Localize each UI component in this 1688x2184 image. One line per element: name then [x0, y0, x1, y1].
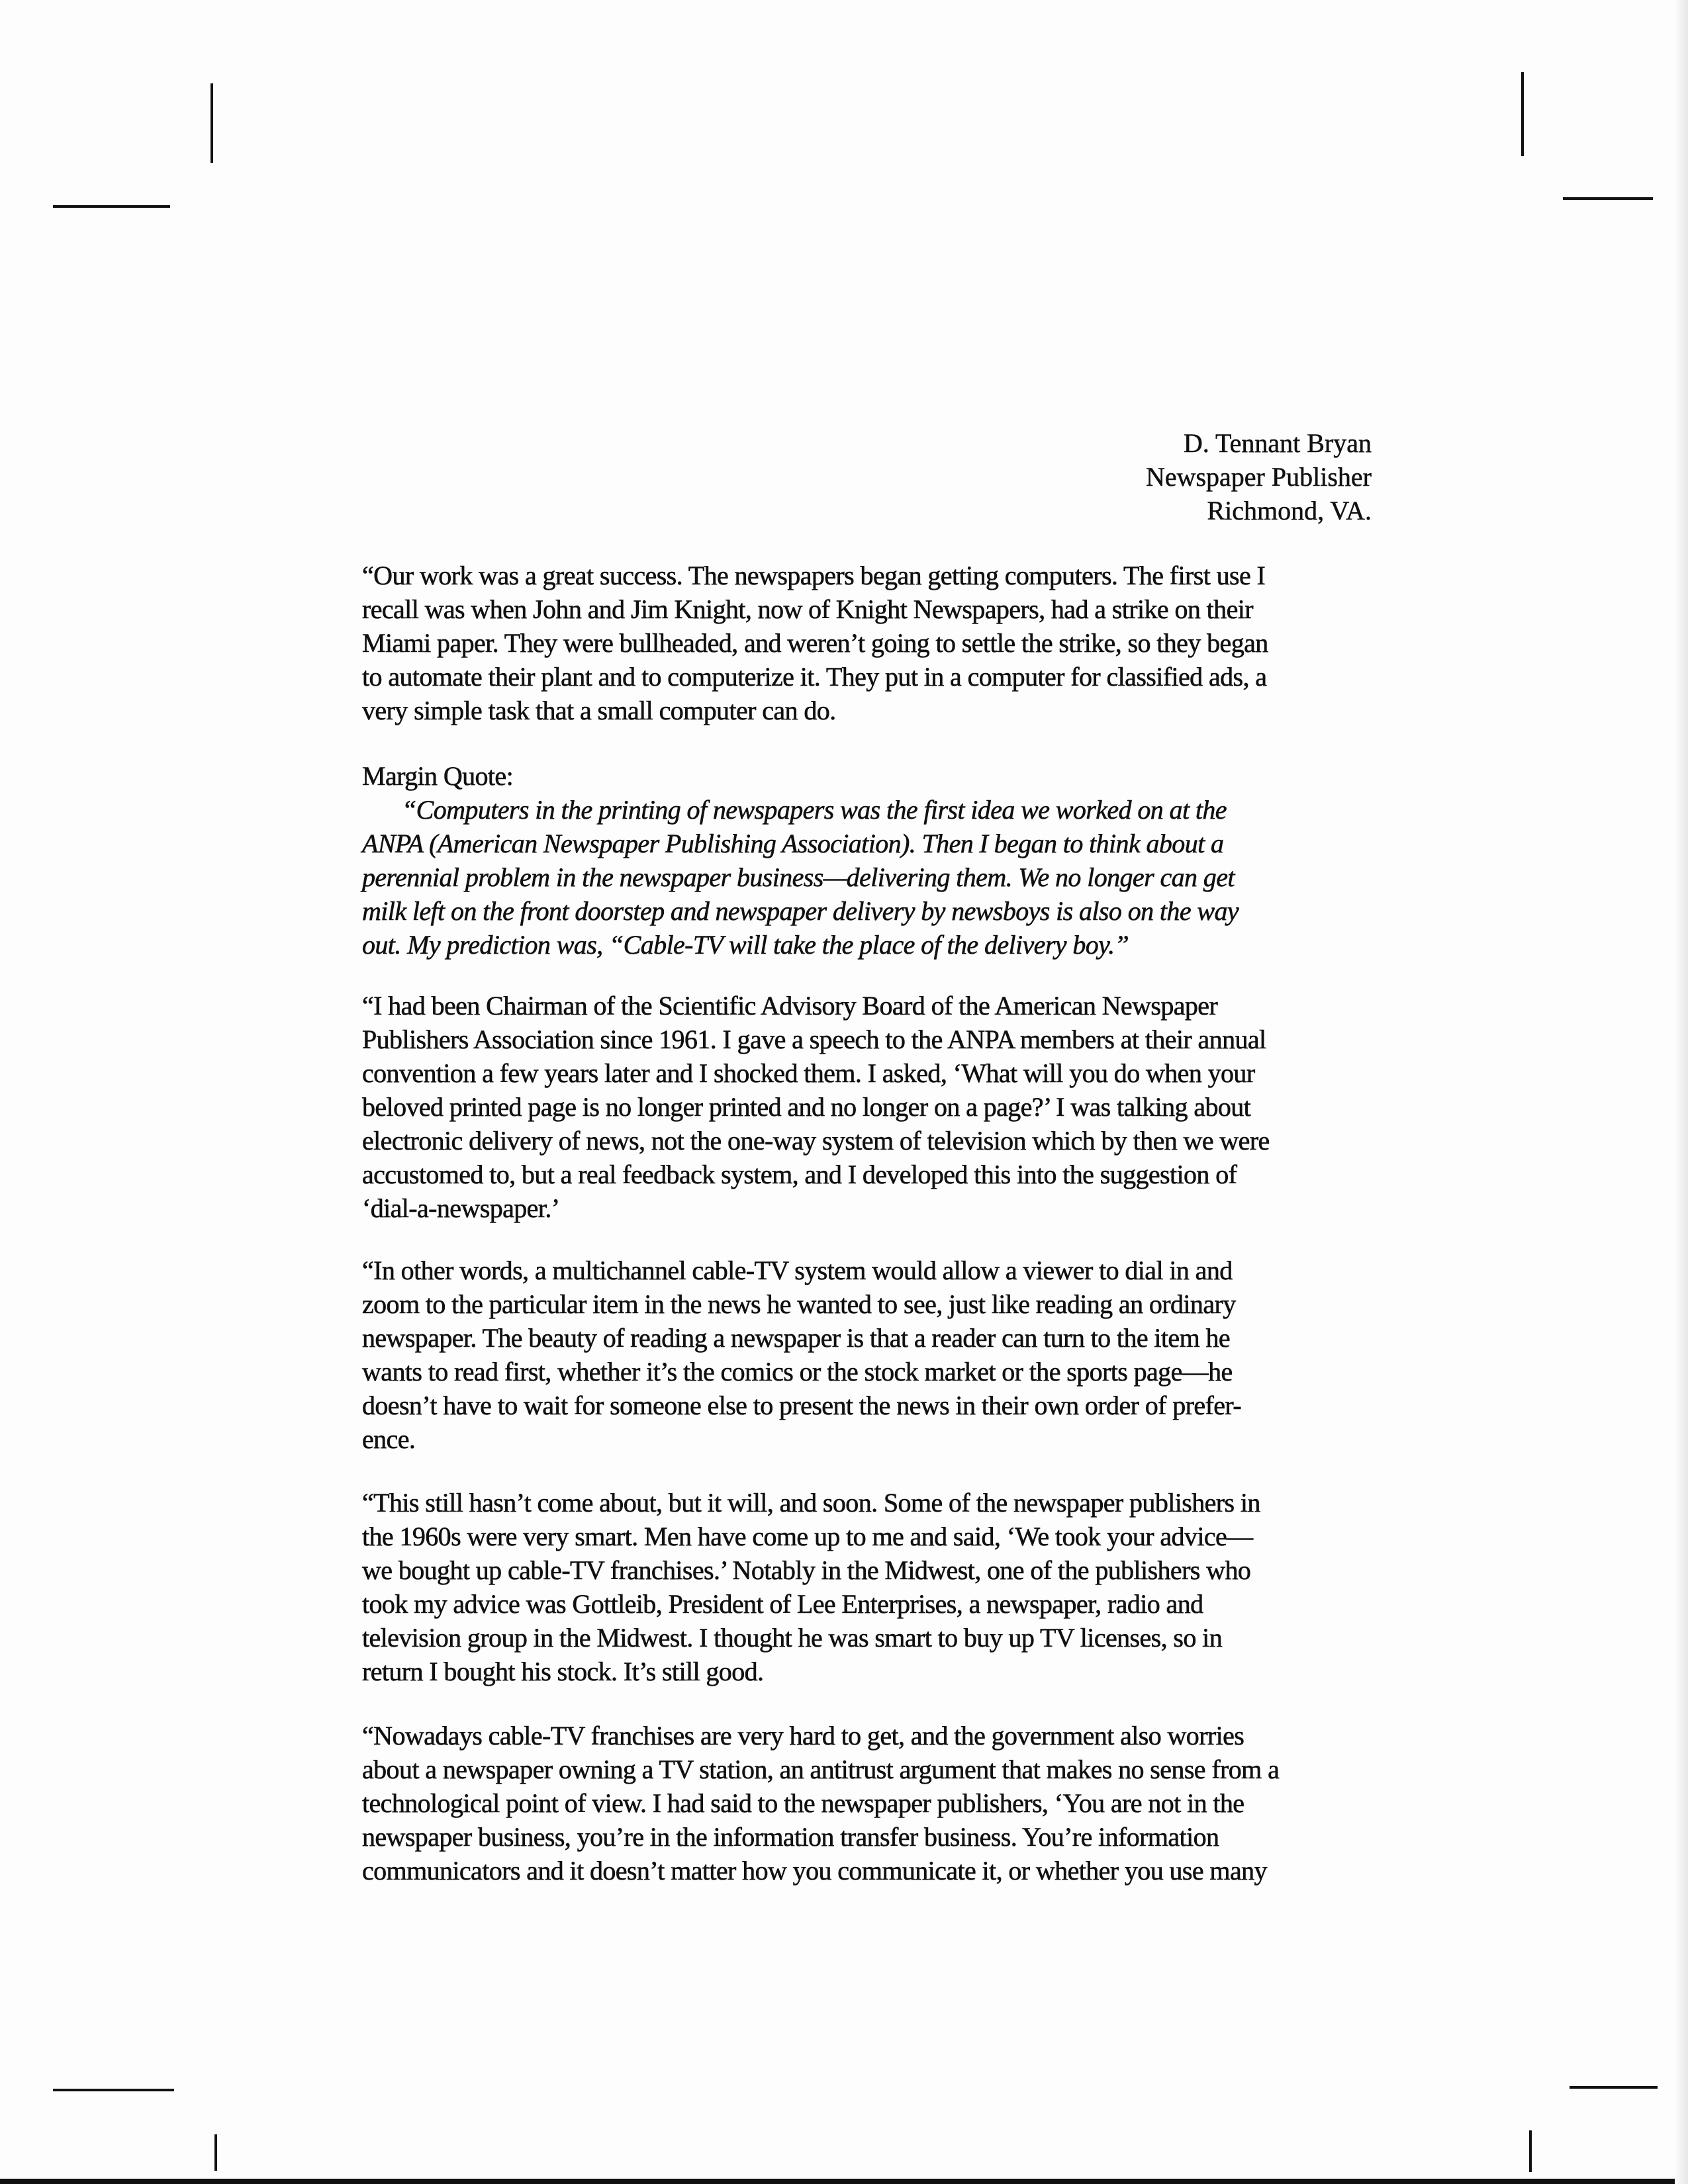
- text-line: we bought up cable-TV franchises.’ Notably in the Midwest, one of the publishers who: [362, 1555, 1251, 1585]
- text-line: zoom to the particular item in the news he wanted to see, just like reading an ordinary: [362, 1289, 1236, 1319]
- crop-mark-top-right-vertical: [1521, 72, 1524, 156]
- text-line: electronic delivery of news, not the one-way system of television which by then we were: [362, 1126, 1270, 1156]
- attribution-block: [1146, 426, 1372, 527]
- text-line: took my advice was Gottleib, President of Lee Enterprises, a newspaper, radio and: [362, 1589, 1203, 1619]
- author-name: D. Tennant Bryan: [1183, 428, 1372, 458]
- text-line: perennial problem in the newspaper business—delivering them. We no longer can get: [362, 862, 1235, 892]
- author-title: Newspaper Publisher: [1145, 462, 1372, 492]
- crop-mark-bottom-right-vertical: [1529, 2130, 1532, 2172]
- crop-mark-top-right-horizontal: [1563, 197, 1653, 200]
- margin-quote-label: Margin Quote:: [362, 761, 514, 791]
- paragraph-6: [362, 1719, 1395, 1888]
- scan-right-edge: [1675, 0, 1688, 2184]
- text-line: convention a few years later and I shocked them. I asked, ‘What will you do when your: [362, 1058, 1255, 1088]
- text-line: the 1960s were very smart. Men have come up to me and said, ‘We took your advice—: [362, 1522, 1253, 1551]
- paragraph-1: [362, 559, 1395, 727]
- text-line: technological point of view. I had said to the newspaper publishers, ‘You are not in the: [362, 1788, 1244, 1818]
- text-line: milk left on the front doorstep and newspaper delivery by newsboys is also on the way: [362, 896, 1239, 926]
- text-line: Publishers Association since 1961. I gave a speech to the ANPA members at their annual: [362, 1024, 1266, 1054]
- crop-mark-top-left-vertical: [211, 83, 213, 163]
- text-line: wants to read first, whether it’s the comics or the stock market or the sports page—he: [362, 1357, 1233, 1387]
- text-line: “This still hasn’t come about, but it will, and soon. Some of the newspaper publishers in: [362, 1488, 1260, 1518]
- text-line: ‘dial-a-newspaper.’: [362, 1193, 560, 1223]
- text-line: ence.: [362, 1424, 416, 1454]
- text-line: television group in the Midwest. I thought he was smart to buy up TV licenses, so in: [362, 1623, 1223, 1653]
- paragraph-3: [362, 989, 1395, 1225]
- text-line: ANPA (American Newspaper Publishing Association). Then I began to think about a: [362, 829, 1224, 858]
- text-line: to automate their plant and to computerize it. They put in a computer for classified ads, a: [362, 662, 1267, 692]
- text-line: very simple task that a small computer can do.: [362, 696, 836, 725]
- text-line: “I had been Chairman of the Scientific Advisory Board of the American Newspaper: [362, 991, 1218, 1021]
- text-line: return I bought his stock. It’s still good.: [362, 1657, 764, 1686]
- scan-bottom-border: [0, 2179, 1688, 2184]
- text-line: “In other words, a multichannel cable-TV system would allow a viewer to dial in and: [362, 1255, 1233, 1285]
- text-line: “Our work was a great success. The newspapers began getting computers. The first use I: [362, 561, 1266, 590]
- author-location: Richmond, VA.: [1207, 496, 1372, 525]
- text-line: Miami paper. They were bullheaded, and weren’t going to settle the strike, so they began: [362, 628, 1268, 658]
- crop-mark-top-left-horizontal: [53, 205, 170, 208]
- text-line: about a newspaper owning a TV station, an antitrust argument that makes no sense from a: [362, 1754, 1280, 1784]
- crop-mark-bottom-right-horizontal: [1570, 2086, 1658, 2089]
- text-line: doesn’t have to wait for someone else to present the news in their own order of prefer-: [362, 1390, 1242, 1420]
- text-line: beloved printed page is no longer printed and no longer on a page?’ I was talking about: [362, 1092, 1251, 1122]
- text-line: “Nowadays cable-TV franchises are very hard to get, and the government also worries: [362, 1721, 1244, 1751]
- paragraph-4: [362, 1253, 1395, 1456]
- crop-mark-bottom-left-horizontal: [53, 2089, 174, 2091]
- text-line: accustomed to, but a real feedback system, and I developed this into the suggestion of: [362, 1160, 1237, 1189]
- text-line: newspaper business, you’re in the information transfer business. You’re information: [362, 1822, 1219, 1852]
- text-line: recall was when John and Jim Knight, now of Knight Newspapers, had a strike on their: [362, 594, 1253, 624]
- text-line: “Computers in the printing of newspapers was the first idea we worked on at the: [402, 795, 1227, 825]
- margin-quote: [362, 759, 1395, 962]
- text-line: newspaper. The beauty of reading a newspaper is that a reader can turn to the item he: [362, 1323, 1231, 1353]
- text-line: communicators and it doesn’t matter how you communicate it, or whether you use many: [362, 1856, 1267, 1886]
- text-line: out. My prediction was, “Cable-TV will take the place of the delivery boy.”: [362, 930, 1129, 960]
- crop-mark-bottom-left-vertical: [214, 2134, 217, 2171]
- paragraph-5: [362, 1486, 1395, 1688]
